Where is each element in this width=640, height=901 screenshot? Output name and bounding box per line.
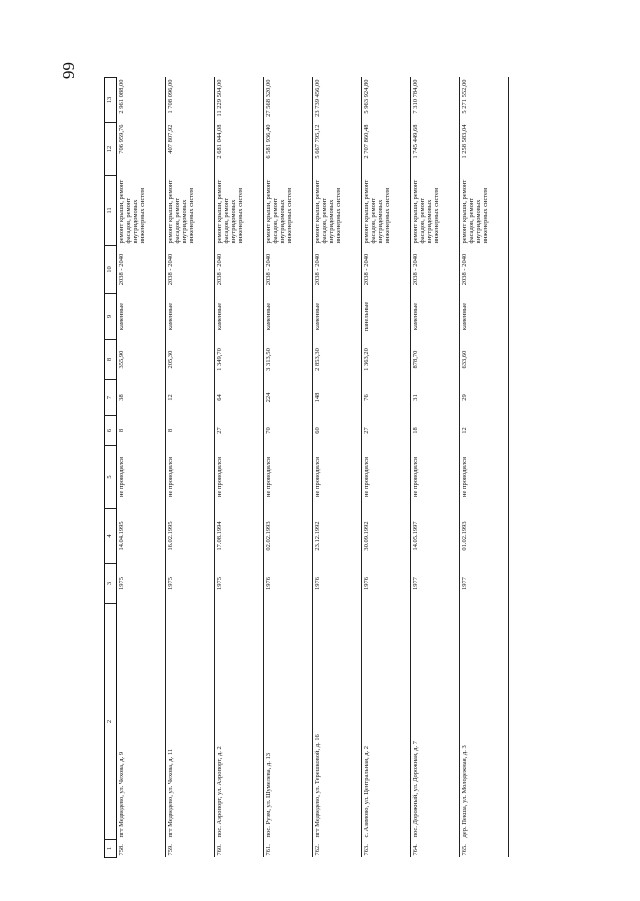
column-header: 9 [105, 294, 117, 340]
area-cell: 2 853,30 [313, 340, 362, 380]
year-built-cell: 1976 [264, 564, 313, 604]
column-header: 8 [105, 340, 117, 380]
table-row [460, 78, 509, 858]
wall-material-cell: каменные [117, 294, 166, 340]
year-built-cell: 1975 [215, 564, 264, 604]
wall-material-cell: каменные [264, 294, 313, 340]
overhaul-status-cell: не проводился [166, 446, 215, 509]
area-cell: 3 313,50 [264, 340, 313, 380]
column-number-row [105, 78, 117, 858]
cost-cell: 407 807,92 [166, 123, 215, 176]
wall-material-cell: каменные [313, 294, 362, 340]
row-number: 759. [166, 840, 215, 858]
value-cell: 76 [362, 380, 411, 416]
column-header: 10 [105, 246, 117, 294]
date-cell: 02.02.1993 [264, 509, 313, 564]
area-cell: 1 349,70 [215, 340, 264, 380]
year-built-cell: 1976 [362, 564, 411, 604]
value-cell: 27 [215, 416, 264, 446]
value-cell: 27 [362, 416, 411, 446]
column-header: 6 [105, 416, 117, 446]
table-row [411, 78, 460, 858]
year-built-cell: 1975 [166, 564, 215, 604]
wall-material-cell: каменные [411, 294, 460, 340]
wall-material-cell: каменные [460, 294, 509, 340]
overhaul-status-cell: не проводился [264, 446, 313, 509]
works-cell: ремонт крыши, ремонт фасадов, ремонт внутридомовых инженерных систем [411, 176, 460, 246]
total-cost-cell: 27 568 320,00 [264, 78, 313, 123]
address-cell: пгт Медведево, ул. Чехова, д. 9 [117, 604, 166, 840]
total-cost-cell: 23 739 456,00 [313, 78, 362, 123]
row-number: 762. [313, 840, 362, 858]
period-cell: 2038 - 2040 [411, 246, 460, 294]
period-cell: 2038 - 2040 [117, 246, 166, 294]
total-cost-cell: 1 708 096,00 [166, 78, 215, 123]
value-cell: 38 [117, 380, 166, 416]
cost-cell: 2 681 044,08 [215, 123, 264, 176]
date-cell: 01.02.1993 [460, 509, 509, 564]
period-cell: 2038 - 2040 [166, 246, 215, 294]
total-cost-cell: 7 310 784,00 [411, 78, 460, 123]
column-header: 12 [105, 123, 117, 176]
period-cell: 2038 - 2040 [362, 246, 411, 294]
value-cell: 148 [313, 380, 362, 416]
period-cell: 2038 - 2040 [460, 246, 509, 294]
date-cell: 23.12.1992 [313, 509, 362, 564]
table-row [215, 78, 264, 858]
address-cell: пос. Аэропорт, ул. Аэропорт, д. 2 [215, 604, 264, 840]
area-cell: 355,90 [117, 340, 166, 380]
year-built-cell: 1977 [411, 564, 460, 604]
column-header: 2 [105, 604, 117, 840]
overhaul-status-cell: не проводился [117, 446, 166, 509]
wall-material-cell: каменные [215, 294, 264, 340]
column-header: 13 [105, 78, 117, 123]
works-cell: ремонт крыши, ремонт фасадов, ремонт внутридомовых инженерных систем [362, 176, 411, 246]
area-cell: 1 363,20 [362, 340, 411, 380]
column-header: 5 [105, 446, 117, 509]
area-cell: 205,30 [166, 340, 215, 380]
overhaul-status-cell: не проводился [215, 446, 264, 509]
year-built-cell: 1977 [460, 564, 509, 604]
register-table [104, 77, 509, 858]
period-cell: 2038 - 2040 [264, 246, 313, 294]
works-cell: ремонт крыши, ремонт фасадов, ремонт внутридомовых инженерных систем [117, 176, 166, 246]
year-built-cell: 1975 [117, 564, 166, 604]
date-cell: 16.02.1995 [166, 509, 215, 564]
period-cell: 2038 - 2040 [313, 246, 362, 294]
total-cost-cell: 2 961 088,00 [117, 78, 166, 123]
date-cell: 17.08.1994 [215, 509, 264, 564]
table-row [313, 78, 362, 858]
date-cell: 30.09.1992 [362, 509, 411, 564]
column-header: 7 [105, 380, 117, 416]
row-number: 763. [362, 840, 411, 858]
address-cell: пгт Медведево, ул. Терешковой, д. 16 [313, 604, 362, 840]
column-header: 1 [105, 840, 117, 858]
value-cell: 60 [313, 416, 362, 446]
value-cell: 8 [166, 416, 215, 446]
wall-material-cell: панельные [362, 294, 411, 340]
row-number: 760. [215, 840, 264, 858]
area-cell: 633,60 [460, 340, 509, 380]
value-cell: 8 [117, 416, 166, 446]
row-number: 758. [117, 840, 166, 858]
register-table-sheet [104, 78, 540, 858]
table-row [117, 78, 166, 858]
table-row [264, 78, 313, 858]
area-cell: 878,70 [411, 340, 460, 380]
address-cell: пос. Дорожный, ул. Дорожная, д. 7 [411, 604, 460, 840]
value-cell: 29 [460, 380, 509, 416]
overhaul-status-cell: не проводился [411, 446, 460, 509]
value-cell: 31 [411, 380, 460, 416]
works-cell: ремонт крыши, ремонт фасадов, ремонт внутридомовых инженерных систем [215, 176, 264, 246]
total-cost-cell: 5 963 924,80 [362, 78, 411, 123]
cost-cell: 1 745 449,68 [411, 123, 460, 176]
period-cell: 2038 - 2040 [215, 246, 264, 294]
row-number: 764. [411, 840, 460, 858]
cost-cell: 5 667 795,12 [313, 123, 362, 176]
page-number: 66 [59, 62, 78, 79]
row-number: 765. [460, 840, 509, 858]
cost-cell: 6 581 936,40 [264, 123, 313, 176]
cost-cell: 1 258 583,04 [460, 123, 509, 176]
cost-cell: 2 707 860,48 [362, 123, 411, 176]
works-cell: ремонт крыши, ремонт фасадов, ремонт внутридомовых инженерных систем [166, 176, 215, 246]
works-cell: ремонт крыши, ремонт фасадов, ремонт внутридомовых инженерных систем [264, 176, 313, 246]
wall-material-cell: каменные [166, 294, 215, 340]
table-row [362, 78, 411, 858]
works-cell: ремонт крыши, ремонт фасадов, ремонт внутридомовых инженерных систем [460, 176, 509, 246]
works-cell: ремонт крыши, ремонт фасадов, ремонт внутридомовых инженерных систем [313, 176, 362, 246]
column-header: 4 [105, 509, 117, 564]
address-cell: дер. Пекша, ул. Молодежная, д. 3 [460, 604, 509, 840]
date-cell: 14.04.1995 [117, 509, 166, 564]
overhaul-status-cell: не проводился [362, 446, 411, 509]
value-cell: 12 [460, 416, 509, 446]
total-cost-cell: 11 229 504,00 [215, 78, 264, 123]
column-header: 11 [105, 176, 117, 246]
value-cell: 18 [411, 416, 460, 446]
address-cell: пос. Руэм, ул. Шумелева, д. 13 [264, 604, 313, 840]
value-cell: 70 [264, 416, 313, 446]
address-cell: пгт Медведево, ул. Чехова, д. 11 [166, 604, 215, 840]
overhaul-status-cell: не проводился [313, 446, 362, 509]
value-cell: 224 [264, 380, 313, 416]
address-cell: с. Азямово, ул. Центральная, д. 2 [362, 604, 411, 840]
column-header: 3 [105, 564, 117, 604]
value-cell: 64 [215, 380, 264, 416]
year-built-cell: 1976 [313, 564, 362, 604]
overhaul-status-cell: не проводился [460, 446, 509, 509]
date-cell: 14.05.1997 [411, 509, 460, 564]
table-row [166, 78, 215, 858]
cost-cell: 706 959,76 [117, 123, 166, 176]
value-cell: 12 [166, 380, 215, 416]
row-number: 761. [264, 840, 313, 858]
total-cost-cell: 5 271 552,00 [460, 78, 509, 123]
